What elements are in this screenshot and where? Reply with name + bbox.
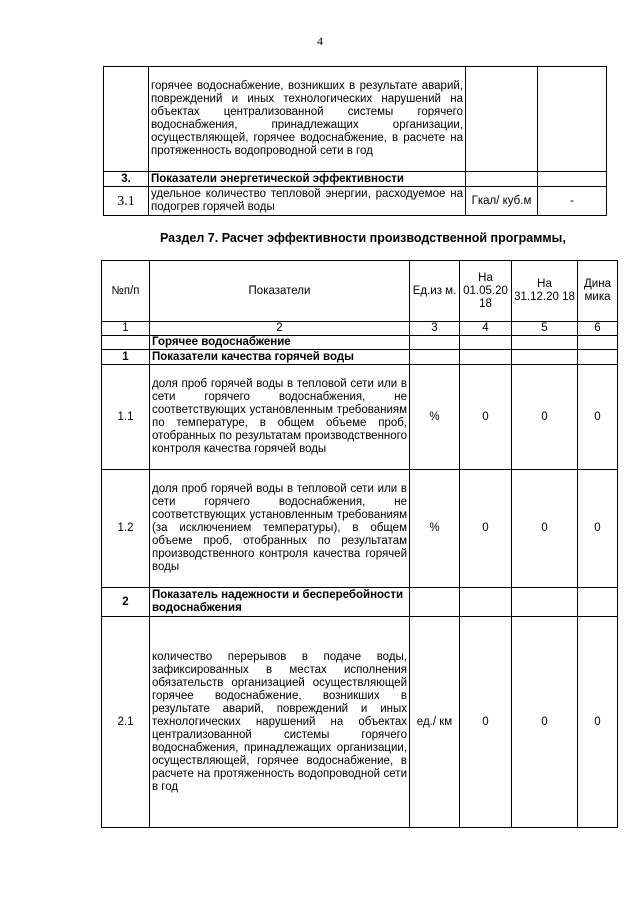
row-text: горячее водоснабжение, возникших в результате аварий, повреждений и иных технологических нарушений на объектах централизованной системы горячего водоснабжения, принадлежащих организации, осуществляющей, горячее водоснабжение, в расчете на протяженность водопроводной сети в год — [149, 67, 466, 172]
row-number: 2.1 — [102, 617, 150, 828]
row-unit: Гкал/ куб.м — [466, 187, 538, 216]
col-number: 2 — [150, 322, 410, 336]
row-value: 0 — [512, 617, 578, 828]
row-unit: % — [410, 470, 460, 588]
row-unit: ед./ км — [410, 617, 460, 828]
row-text: доля проб горячей воды в тепловой сети или в сети горячего водоснабжения, не соответствующих установленным требованиям (за исключением температуры), в общем объеме проб, отобранных по результатам производственного контроля качества горячей воды — [150, 470, 410, 588]
header-date1: На 01.05.20 18 — [460, 261, 512, 322]
row-value: 0 — [460, 617, 512, 828]
table-header-row — [102, 261, 618, 322]
column-number-row — [102, 322, 618, 336]
row-value: 0 — [578, 365, 618, 470]
row-number: 3.1 — [104, 187, 149, 216]
header-num: №п/п — [102, 261, 150, 322]
row-number: 1.2 — [102, 470, 150, 588]
group-number: 1 — [102, 350, 150, 365]
group-heading: Показатель надежности и бесперебойности водоснабжения — [150, 588, 410, 617]
row-number: 3. — [104, 172, 149, 187]
table-row — [102, 617, 618, 828]
col-number: 5 — [512, 322, 578, 336]
section-heading: Горячее водоснабжение — [150, 336, 410, 350]
header-date2: На 31.12.20 18 — [512, 261, 578, 322]
header-unit: Ед.из м. — [410, 261, 460, 322]
table-row — [104, 187, 607, 216]
page-number: 4 — [317, 34, 323, 48]
row-text: количество перерывов в подаче воды, зафиксированных в местах исполнения обязательств организацией осуществляющей горячее водоснабжение, возникших в результате аварий, повреждений и иных технологических нарушений на объектах централизованной системы горячего водоснабжения, принадлежащих организации, осуществляющей, горячее водоснабжение, в расчете на протяженность водопроводной сети в год — [150, 617, 410, 828]
col-number: 3 — [410, 322, 460, 336]
row-value: 0 — [578, 617, 618, 828]
col-number: 4 — [460, 322, 512, 336]
section-title: Раздел 7. Расчет эффективности производственной программы, — [160, 231, 566, 245]
table-row — [102, 470, 618, 588]
group-heading: Показатели качества горячей воды — [150, 350, 410, 365]
top-table — [103, 66, 607, 216]
row-value: 0 — [512, 470, 578, 588]
header-dynamics: Дина мика — [578, 261, 618, 322]
row-value: 0 — [512, 365, 578, 470]
col-number: 1 — [102, 322, 150, 336]
row-unit: % — [410, 365, 460, 470]
row-value: 0 — [460, 470, 512, 588]
row-text: удельное количество тепловой энергии, расходуемое на подогрев горячей воды — [149, 187, 466, 216]
group-number: 2 — [102, 588, 150, 617]
row-number: 1.1 — [102, 365, 150, 470]
row-heading: Показатели энергетической эффективности — [149, 172, 466, 187]
table-row — [104, 172, 607, 187]
row-text: доля проб горячей воды в тепловой сети или в сети горячего водоснабжения, не соответствующих установленным требованиям по температуре, в общем объеме проб, отобранных по результатам производственного контроля качества горячей воды — [150, 365, 410, 470]
table-row — [102, 350, 618, 365]
row-value: 0 — [460, 365, 512, 470]
table-row — [104, 67, 607, 172]
table-row — [102, 336, 618, 350]
row-value: - — [538, 187, 607, 216]
table-row — [102, 365, 618, 470]
header-indicator: Показатели — [150, 261, 410, 322]
main-table — [101, 260, 618, 828]
table-row — [102, 588, 618, 617]
col-number: 6 — [578, 322, 618, 336]
row-value: 0 — [578, 470, 618, 588]
